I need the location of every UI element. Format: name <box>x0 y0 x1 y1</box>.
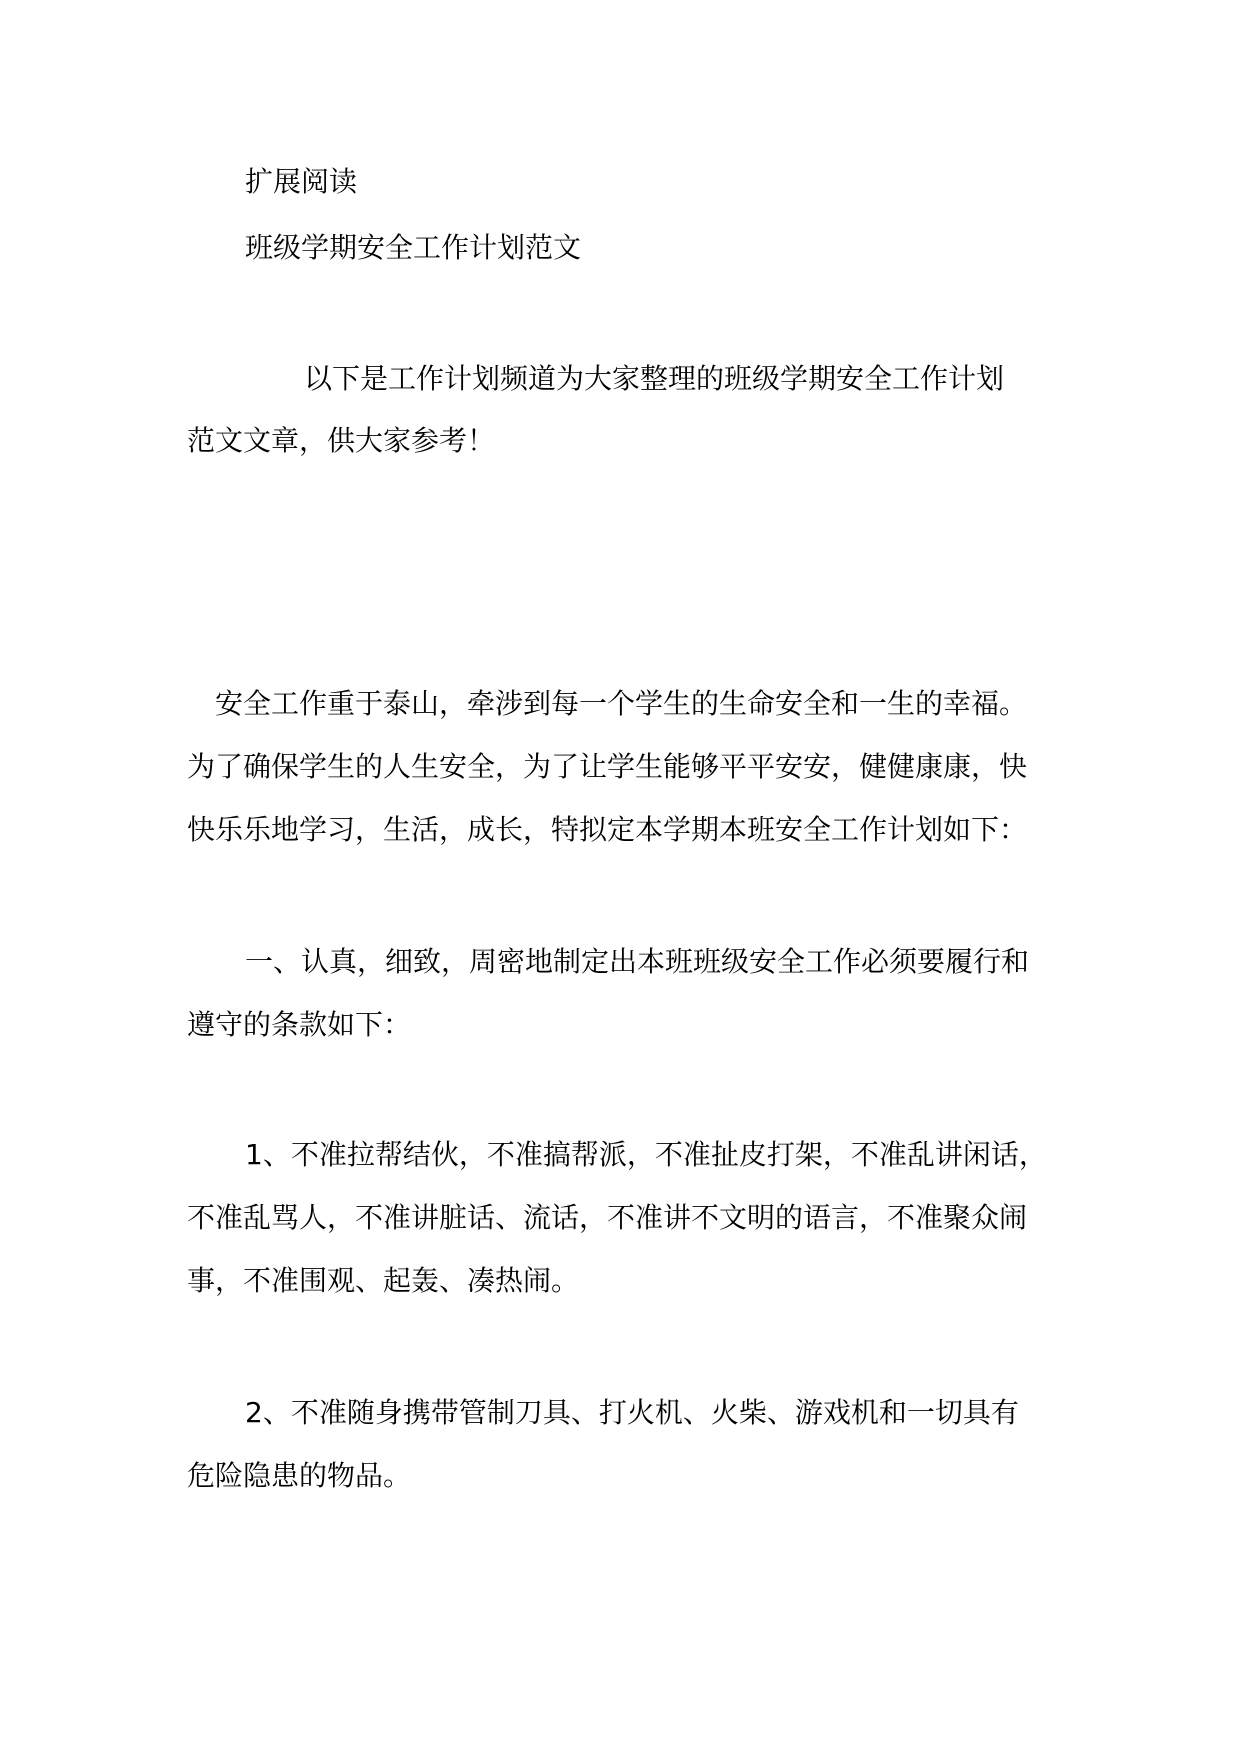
rule1-line-3: 事，不准围观、起轰、凑热闹。 <box>187 1264 580 1297</box>
paragraph1-line-3: 快乐乐地学习，生活，成长，特拟定本学期本班安全工作计划如下： <box>187 813 1028 846</box>
rule2-line-1: 2、不准随身携带管制刀具、打火机、火柴、游戏机和一切具有 <box>245 1396 1019 1429</box>
intro-line-2: 范文文章，供大家参考！ <box>187 424 496 457</box>
article-title: 班级学期安全工作计划范文 <box>245 231 582 264</box>
header-label: 扩展阅读 <box>245 165 358 198</box>
section1-line-2: 遵守的条款如下： <box>187 1008 412 1041</box>
rule1-line-2: 不准乱骂人，不准讲脏话、流话，不准讲不文明的语言，不准聚众闹 <box>187 1201 1028 1234</box>
rule2-line-2: 危险隐患的物品。 <box>187 1459 412 1492</box>
paragraph1-line-2: 为了确保学生的人生安全，为了让学生能够平平安安，健健康康，快 <box>187 750 1028 783</box>
section1-line-1: 一、认真，细致，周密地制定出本班班级安全工作必须要履行和 <box>245 945 1030 978</box>
intro-line-1: 以下是工作计划频道为大家整理的班级学期安全工作计划 <box>304 362 1005 395</box>
rule1-line-1: 1、不准拉帮结伙，不准搞帮派，不准扯皮打架，不准乱讲闲话， <box>245 1138 1047 1171</box>
paragraph1-line-1: 安全工作重于泰山，牵涉到每一个学生的生命安全和一生的幸福。 <box>215 687 1028 720</box>
